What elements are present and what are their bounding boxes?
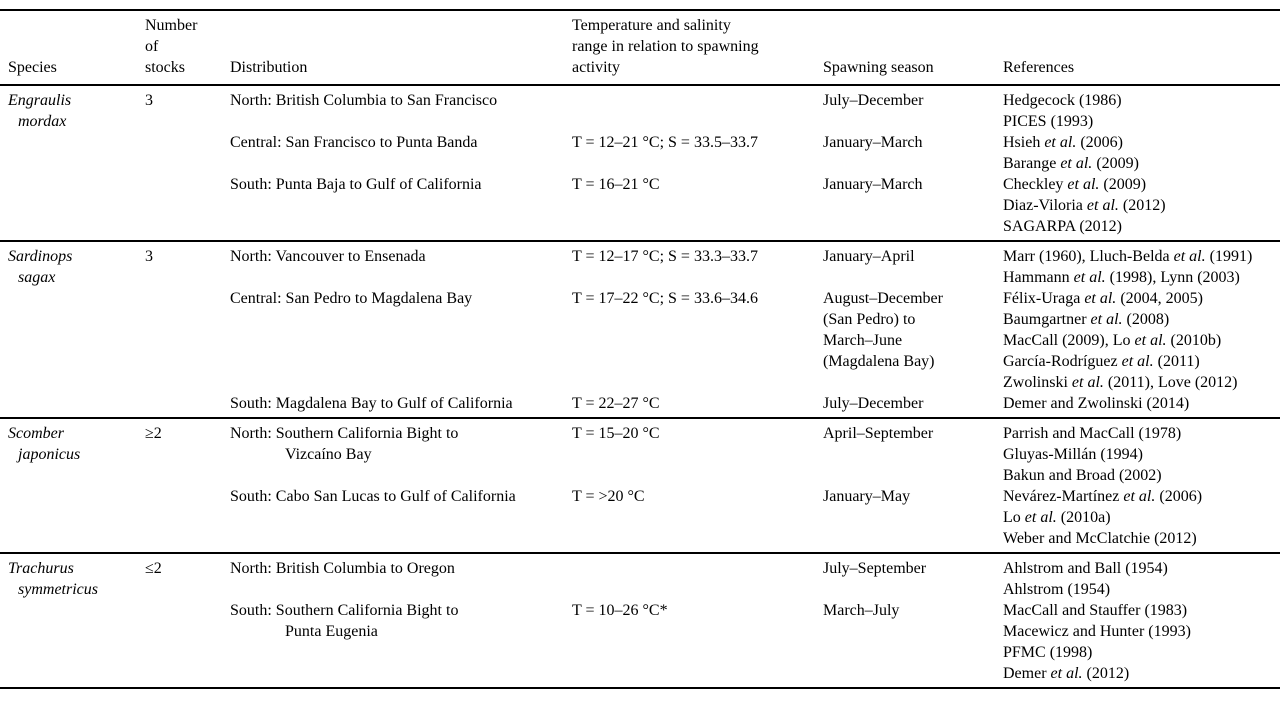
reference-line: Ahlstrom (1954) [1003, 581, 1111, 598]
distribution-line: Central: San Pedro to Magdalena Bay [230, 290, 473, 307]
et-al-italic: et al. [1024, 509, 1057, 526]
distribution-line: South: Southern California Bight to [230, 602, 459, 619]
references-cell [1003, 246, 1280, 288]
season-cell [823, 486, 1003, 549]
header-temp-line: Temperature and salinity [572, 17, 731, 34]
distribution-line: South: Punta Baja to Gulf of California [230, 176, 482, 193]
header-spawning-season [823, 57, 1003, 78]
stocks-cell [145, 486, 230, 549]
distribution-line: South: Cabo San Lucas to Gulf of California [230, 488, 516, 505]
temperature-cell [572, 132, 823, 174]
header-species [0, 57, 145, 78]
references-cell [1003, 423, 1280, 486]
references-cell [1003, 90, 1280, 132]
header-stocks-line: of [145, 38, 159, 55]
temperature-cell [572, 486, 823, 549]
table-row [0, 288, 1280, 393]
header-temp-line: activity [572, 59, 620, 76]
et-al-italic: et al. [1123, 488, 1156, 505]
et-al-italic: et al. [1121, 353, 1154, 370]
reference-line: Demer et al. (2012) [1003, 665, 1130, 682]
stocks-cell [145, 423, 230, 486]
species-cell [0, 174, 145, 237]
temperature-cell [572, 423, 823, 486]
distribution-cell [230, 423, 572, 486]
season-line: March–July [823, 602, 900, 619]
season-line: (San Pedro) to [823, 311, 916, 328]
distribution-cell [230, 600, 572, 684]
reference-line: Baumgartner et al. (2008) [1003, 311, 1170, 328]
reference-line: Ahlstrom and Ball (1954) [1003, 560, 1168, 577]
reference-line: Parrish and MacCall (1978) [1003, 425, 1182, 442]
distribution-cell [230, 288, 572, 393]
reference-line: Hammann et al. (1998), Lynn (2003) [1003, 269, 1240, 286]
species-cell [0, 393, 145, 414]
season-cell [823, 90, 1003, 132]
season-line: January–March [823, 176, 923, 193]
species-group [0, 86, 1280, 242]
season-cell [823, 246, 1003, 288]
reference-line: SAGARPA (2012) [1003, 218, 1122, 235]
references-cell [1003, 393, 1280, 414]
stocks-value: ≥2 [145, 425, 162, 442]
species-cell [0, 423, 145, 486]
header-season-label: Spawning season [823, 59, 934, 76]
reference-line: Nevárez-Martínez et al. (2006) [1003, 488, 1203, 505]
species-name-line: Engraulis [8, 92, 72, 109]
temperature-cell [572, 393, 823, 414]
distribution-cell [230, 174, 572, 237]
season-line: April–September [823, 425, 934, 442]
references-cell [1003, 132, 1280, 174]
reference-line: Gluyas-Millán (1994) [1003, 446, 1143, 463]
reference-line: MacCall and Stauffer (1983) [1003, 602, 1188, 619]
season-cell [823, 393, 1003, 414]
et-al-italic: et al. [1071, 374, 1104, 391]
temperature-value: T = 22–27 °C [572, 395, 660, 412]
stocks-cell [145, 132, 230, 174]
reference-line: MacCall (2009), Lo et al. (2010b) [1003, 332, 1222, 349]
distribution-line: North: British Columbia to San Francisco [230, 92, 498, 109]
season-cell [823, 600, 1003, 684]
header-stocks-line: stocks [145, 59, 185, 76]
et-al-italic: et al. [1134, 332, 1167, 349]
header-temp-line: range in relation to spawning [572, 38, 759, 55]
header-temperature-salinity [572, 15, 823, 78]
season-line: July–September [823, 560, 927, 577]
species-cell [0, 600, 145, 684]
temperature-value: T = 10–26 °C* [572, 602, 668, 619]
header-stocks-line: Number [145, 17, 198, 34]
stocks-cell [145, 558, 230, 600]
season-line: January–April [823, 248, 915, 265]
reference-line: Lo et al. (2010a) [1003, 509, 1111, 526]
table-row [0, 174, 1280, 237]
season-line: January–May [823, 488, 911, 505]
season-cell [823, 558, 1003, 600]
species-name-line: symmetricus [18, 581, 98, 598]
reference-line: PICES (1993) [1003, 113, 1094, 130]
season-line: August–December [823, 290, 943, 307]
temperature-cell [572, 288, 823, 393]
references-cell [1003, 288, 1280, 393]
temperature-value: T = 12–17 °C; S = 33.3–33.7 [572, 248, 758, 265]
stocks-cell [145, 393, 230, 414]
stocks-cell [145, 174, 230, 237]
species-group [0, 419, 1280, 554]
season-cell [823, 174, 1003, 237]
reference-line: Macewicz and Hunter (1993) [1003, 623, 1191, 640]
table-row [0, 90, 1280, 132]
distribution-line: Vizcaíno Bay [285, 446, 372, 463]
et-al-italic: et al. [1090, 311, 1123, 328]
table-row [0, 600, 1280, 684]
reference-line: Diaz-Viloria et al. (2012) [1003, 197, 1166, 214]
reference-line: Hsieh et al. (2006) [1003, 134, 1123, 151]
header-distribution-label: Distribution [230, 59, 308, 76]
table-body [0, 86, 1280, 689]
references-cell [1003, 600, 1280, 684]
reference-line: Marr (1960), Lluch-Belda et al. (1991) [1003, 248, 1253, 265]
table-row [0, 486, 1280, 549]
header-species-label: Species [8, 59, 57, 76]
distribution-line: South: Magdalena Bay to Gulf of California [230, 395, 513, 412]
reference-line: Bakun and Broad (2002) [1003, 467, 1162, 484]
species-cell [0, 132, 145, 174]
stocks-value: ≤2 [145, 560, 162, 577]
species-cell [0, 486, 145, 549]
temperature-value: T = >20 °C [572, 488, 645, 505]
table-row [0, 393, 1280, 414]
temperature-cell [572, 174, 823, 237]
header-references-label: References [1003, 59, 1075, 76]
distribution-line: North: Southern California Bight to [230, 425, 459, 442]
temperature-value: T = 17–22 °C; S = 33.6–34.6 [572, 290, 758, 307]
stocks-value: 3 [145, 92, 153, 109]
reference-line: PFMC (1998) [1003, 644, 1093, 661]
table-row [0, 246, 1280, 288]
reference-line: Zwolinski et al. (2011), Love (2012) [1003, 374, 1238, 391]
et-al-italic: et al. [1073, 269, 1106, 286]
reference-line: Barange et al. (2009) [1003, 155, 1139, 172]
distribution-cell [230, 486, 572, 549]
temperature-value: T = 12–21 °C; S = 33.5–33.7 [572, 134, 758, 151]
species-cell [0, 558, 145, 600]
et-al-italic: et al. [1067, 176, 1100, 193]
et-al-italic: et al. [1050, 665, 1083, 682]
table-row [0, 132, 1280, 174]
season-cell [823, 423, 1003, 486]
header-references [1003, 57, 1280, 78]
et-al-italic: et al. [1173, 248, 1206, 265]
header-distribution [230, 57, 572, 78]
species-cell [0, 90, 145, 132]
distribution-cell [230, 90, 572, 132]
distribution-cell [230, 558, 572, 600]
distribution-line: Punta Eugenia [285, 623, 378, 640]
references-cell [1003, 174, 1280, 237]
species-name-line: mordax [18, 113, 67, 130]
temperature-cell [572, 90, 823, 132]
distribution-cell [230, 393, 572, 414]
season-cell [823, 288, 1003, 393]
season-line: July–December [823, 92, 924, 109]
reference-line: Checkley et al. (2009) [1003, 176, 1147, 193]
season-line: July–December [823, 395, 924, 412]
distribution-line: Central: San Francisco to Punta Banda [230, 134, 478, 151]
species-name-line: Scomber [8, 425, 64, 442]
species-spawning-table [0, 9, 1280, 689]
season-line: March–June [823, 332, 903, 349]
stocks-cell [145, 600, 230, 684]
reference-line: García-Rodríguez et al. (2011) [1003, 353, 1200, 370]
references-cell [1003, 558, 1280, 600]
temperature-cell [572, 600, 823, 684]
et-al-italic: et al. [1084, 290, 1117, 307]
temperature-value: T = 15–20 °C [572, 425, 660, 442]
reference-line: Félix-Uraga et al. (2004, 2005) [1003, 290, 1203, 307]
species-name-line: sagax [18, 269, 56, 286]
header-number-of-stocks [145, 15, 230, 78]
stocks-cell [145, 288, 230, 393]
species-group [0, 554, 1280, 689]
stocks-cell [145, 90, 230, 132]
season-cell [823, 132, 1003, 174]
table-row [0, 558, 1280, 600]
species-name-line: japonicus [18, 446, 81, 463]
distribution-line: North: Vancouver to Ensenada [230, 248, 426, 265]
et-al-italic: et al. [1044, 134, 1077, 151]
references-cell [1003, 486, 1280, 549]
table-row [0, 423, 1280, 486]
season-line: January–March [823, 134, 923, 151]
et-al-italic: et al. [1086, 197, 1119, 214]
distribution-cell [230, 132, 572, 174]
temperature-cell [572, 246, 823, 288]
reference-line: Weber and McClatchie (2012) [1003, 530, 1197, 547]
table-header-row [0, 11, 1280, 86]
distribution-line: North: British Columbia to Oregon [230, 560, 455, 577]
reference-line: Hedgecock (1986) [1003, 92, 1122, 109]
stocks-cell [145, 246, 230, 288]
et-al-italic: et al. [1060, 155, 1093, 172]
stocks-value: 3 [145, 248, 153, 265]
temperature-cell [572, 558, 823, 600]
species-name-line: Trachurus [8, 560, 74, 577]
species-cell [0, 246, 145, 288]
distribution-cell [230, 246, 572, 288]
reference-line: Demer and Zwolinski (2014) [1003, 395, 1190, 412]
species-cell [0, 288, 145, 393]
temperature-value: T = 16–21 °C [572, 176, 660, 193]
species-group [0, 242, 1280, 419]
season-line: (Magdalena Bay) [823, 353, 935, 370]
species-name-line: Sardinops [8, 248, 73, 265]
